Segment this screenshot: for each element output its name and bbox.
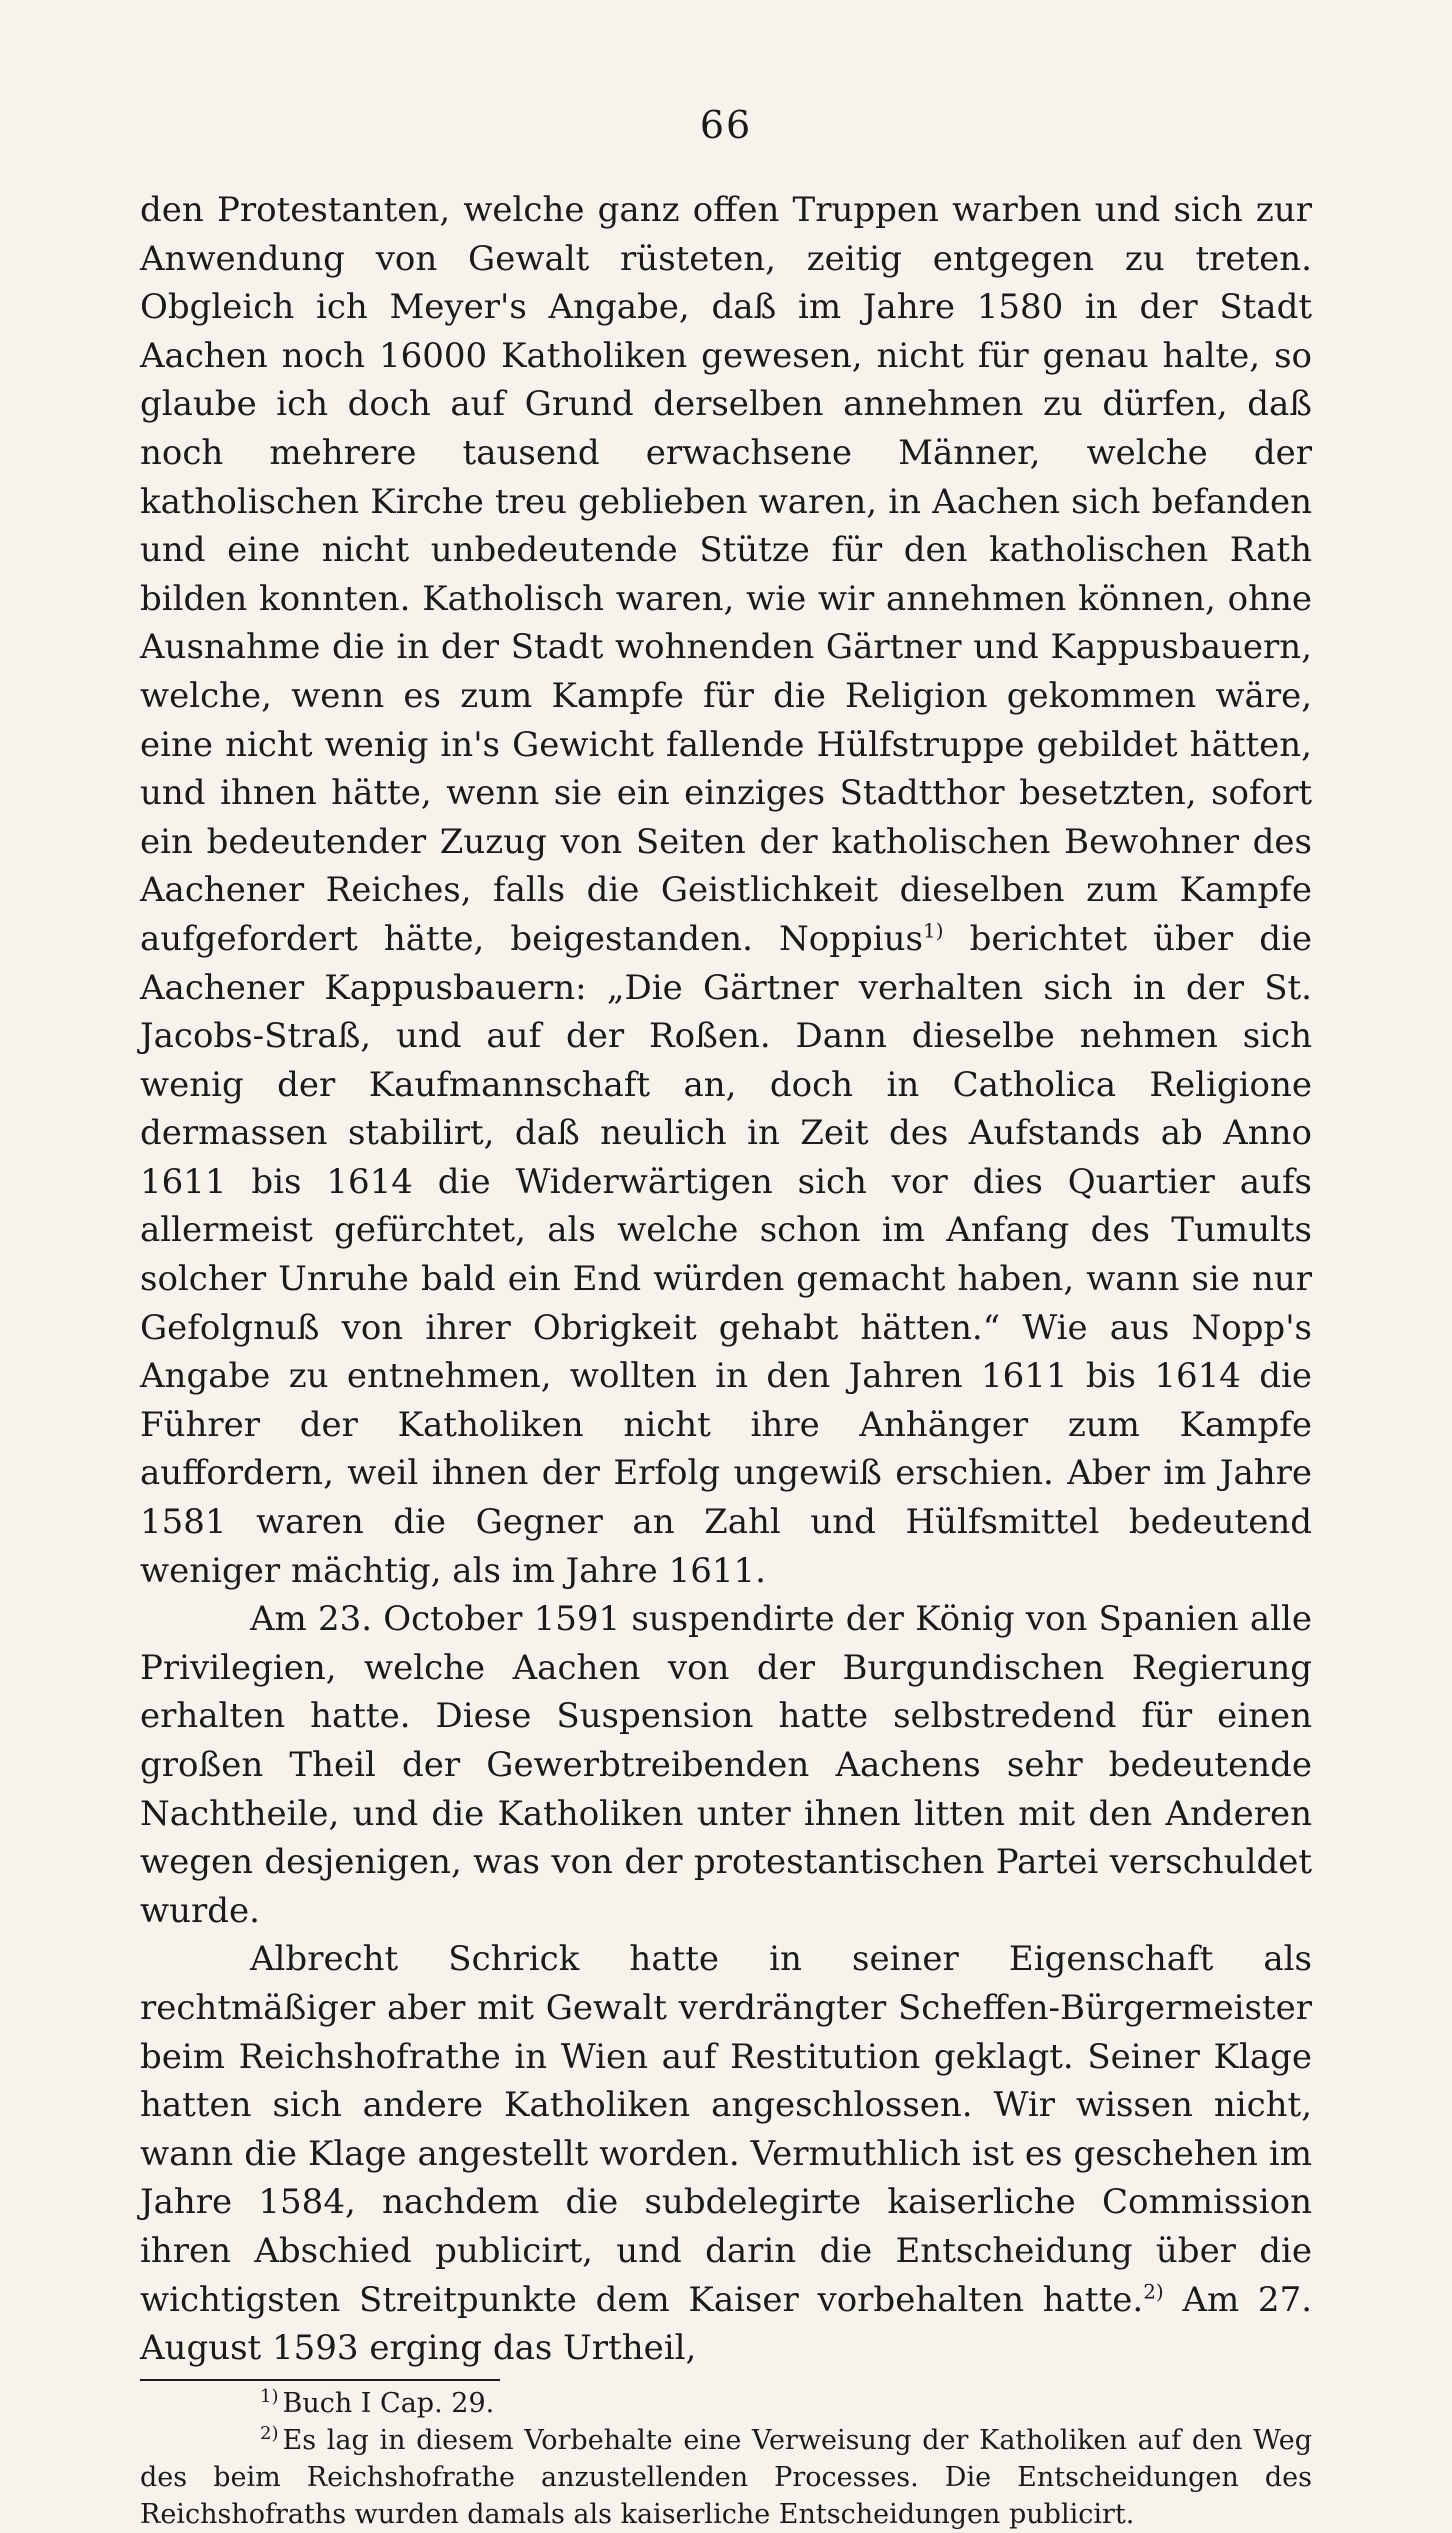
footnote-2-mark: 2)	[260, 2422, 279, 2444]
paragraph-2: Am 23. October 1591 suspendirte der König von Spanien alle Privilegien, welche Aachen von der Burgundischen Regierung erhalten hatte. Diese Suspension hatte selbstredend für einen großen Theil der Gewerbtreibenden Aachens sehr bedeutende Nachtheile, und die Katholiken unter ihnen litten mit den Anderen wegen desjenigen, was von der protestantischen Partei verschuldet wurde.	[140, 1599, 1312, 1931]
footnote-rule	[140, 2379, 500, 2381]
note-ref-1: 1)	[922, 918, 944, 943]
note-ref-2: 2)	[1143, 2279, 1164, 2304]
paragraph-3-text-before: Albrecht Schrick hatte in seiner Eigenschaft als rechtmäßiger aber mit Gewalt verdrängter Scheffen-Bürgermeister beim Reichshofrathe in Wien auf Restitution geklagt. Seiner Klage hatten sich andere Katholiken angeschlossen. Wir wissen nicht, wann die Klage angestellt worden. Vermuthlich ist es geschehen im Jahre 1584, nachdem die subdelegirte kaiserliche Commission ihren Abschied publicirt, und darin die Entscheidung über die wichtigsten Streitpunkte dem Kaiser vorbehalten hatte.	[140, 1939, 1312, 2320]
paragraph-3-text-after: Am 27. August 1593 erging das Urtheil,	[140, 2279, 1313, 2369]
footnote-1-text: Buch I Cap. 29.	[282, 2387, 495, 2419]
paragraph-3	[140, 1935, 1312, 2372]
footnote-1	[140, 2385, 1312, 2422]
page-number: 66	[699, 103, 753, 147]
footnote-2-text: Es lag in diesem Vorbehalte eine Verweisung der Katholiken auf den Weg des beim Reichshofrathe anzustellenden Processes. Die Entscheidungen des Reichshofraths wurden damals als kaiserliche Entscheidungen publicirt.	[140, 2424, 1312, 2530]
paragraph-1-text-before: den Protestanten, welche ganz offen Truppen warben und sich zur Anwendung von Gewalt rüsteten, zeitig entgegen zu treten. Obgleich ich Meyer's Angabe, daß im Jahre 1580 in der Stadt Aachen noch 16000 Katholiken gewesen, nicht für genau halte, so glaube ich doch auf Grund derselben annehmen zu dürfen, daß noch mehrere tausend erwachsene Männer, welche der katholischen Kirche treu geblieben waren, in Aachen sich befanden und eine nicht unbedeutende Stütze für den katholischen Rath bilden konnten. Katholisch waren, wie wir annehmen können, ohne Ausnahme die in der Stadt wohnenden Gärtner und Kappusbauern, welche, wenn es zum Kampfe für die Religion gekommen wäre, eine nicht wenig in's Gewicht fallende Hülfstruppe gebildet hätten, und ihnen hätte, wenn sie ein einziges Stadtthor besetzten, sofort ein bedeutender Zuzug von Seiten der katholischen Bewohner des Aachener Reiches, falls die Geistlichkeit dieselben zum Kampfe aufgefordert hätte, beigestanden. Noppius	[140, 190, 1312, 959]
main-text	[140, 186, 1312, 2373]
footnotes	[140, 2385, 1312, 2533]
footnote-2	[140, 2422, 1312, 2533]
footnote-1-mark: 1)	[260, 2385, 279, 2407]
paragraph-1	[140, 186, 1312, 1595]
paragraph-1-text-after: berichtet über die Aachener Kappusbauern: „Die Gärtner verhalten sich in der St. Jacobs-Straß, und auf der Roßen. Dann dieselbe nehmen sich wenig der Kaufmannschaft an, doch in Catholica Religione dermassen stabilirt, daß neulich in Zeit des Aufstands ab Anno 1611 bis 1614 die Widerwärtigen sich vor dies Quartier aufs allermeist gefürchtet, als welche schon im Anfang des Tumults solcher Unruhe bald ein End würden gemacht haben, wann sie nur Gefolgnuß von ihrer Obrigkeit gehabt hätten.“ Wie aus Nopp's Angabe zu entnehmen, wollten in den Jahren 1611 bis 1614 die Führer der Katholiken nicht ihre Anhänger zum Kampfe auffordern, weil ihnen der Erfolg ungewiß erschien. Aber im Jahre 1581 waren die Gegner an Zahl und Hülfsmittel bedeutend weniger mächtig, als im Jahre 1611.	[140, 918, 1313, 1591]
